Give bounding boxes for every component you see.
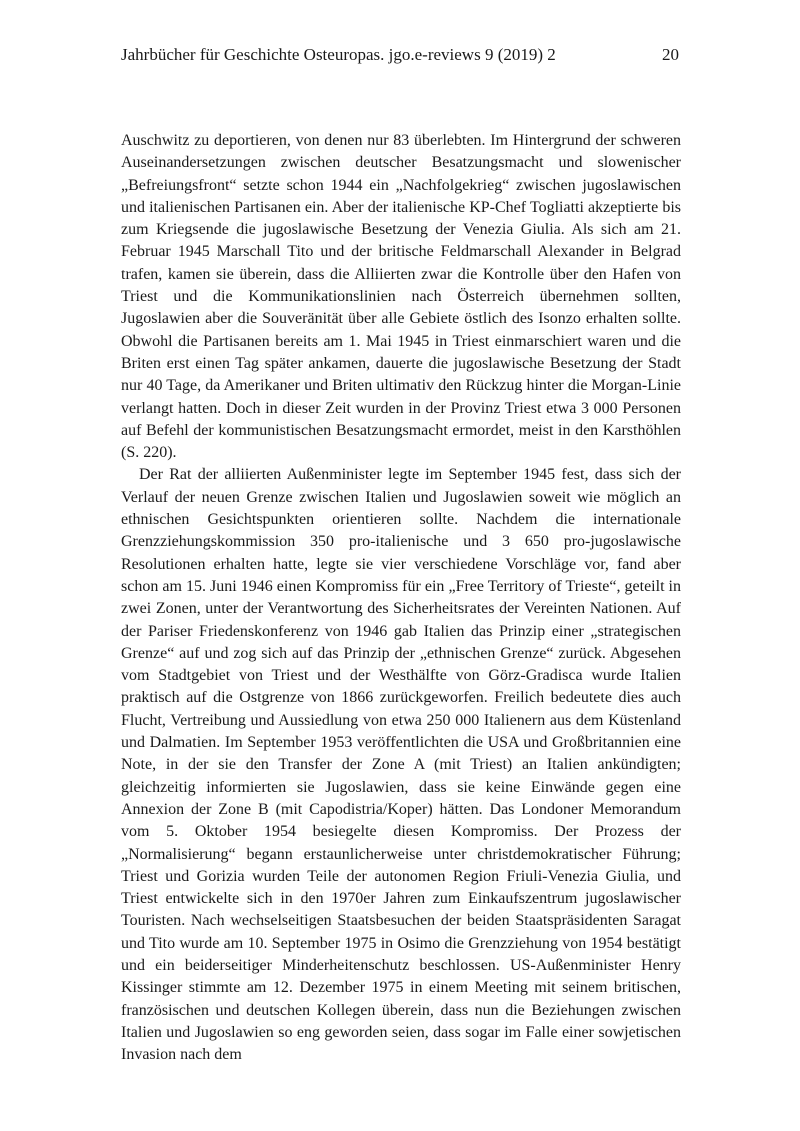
journal-title: Jahrbücher für Geschichte Osteuropas. jgo.e-reviews 9 (2019) 2 xyxy=(121,45,556,64)
paragraph: Der Rat der alliierten Außenminister legte im September 1945 fest, dass sich der Verlauf der neuen Grenze zwischen Italien und Jugoslawien soweit wie möglich an ethnischen Gesichtspunkten orientieren sollte. Nachdem die internationale Grenzziehungskommission 350 pro-italienische und 3 650 pro-jugoslawische Resolutionen erhalten hatte, legte sie vier verschiedene Vorschläge vor, fand aber schon am 15. Juni 1946 einen Kompromiss für ein „Free Territory of Trieste“, geteilt in zwei Zonen, unter der Verantwortung des Sicherheitsrates der Vereinten Nationen. Auf der Pariser Friedenskonferenz von 1946 gab Italien das Prinzip einer „strategischen Grenze“ auf und zog sich auf das Prinzip der „ethnischen Grenze“ zurück. Abgesehen vom Stadtgebiet von Triest und der Westhälfte von Görz-Gradisca wurde Italien praktisch auf die Ostgrenze von 1866 zurückgeworfen. Freilich bedeutete dies auch Flucht, Vertreibung und Aussiedlung von etwa 250 000 Italienern aus dem Küstenland und Dalmatien. Im September 1953 veröffentlichten die USA und Großbritannien eine Note, in der sie den Transfer der Zone A (mit Triest) an Italien ankündigten; gleichzeitig informierten sie Jugoslawien, dass sie keine Einwände gegen eine Annexion der Zone B (mit Capodistria/Koper) hätten. Das Londoner Memorandum vom 5. Oktober 1954 besiegelte diesen Kompromiss. Der Prozess der „Normalisierung“ begann erstaunlicherweise unter christdemokratischer Führung; Triest und Gorizia wurden Teile der autonomen Region Friuli-Venezia Giulia, und Triest entwickelte sich in den 1970er Jahren zum Einkaufszentrum jugoslawischer Touristen. Nach wechselseitigen Staatsbesuchen der beiden Staatspräsidenten Saragat und Tito wurde am 10. September 1975 in Osimo die Grenzziehung von 1954 bestätigt und ein beiderseitiger Minderheitenschutz beschlossen. US-Außenminister Henry Kissinger stimmte am 12. Dezember 1975 in einem Meeting mit seinem britischen, französischen und deutschen Kollegen überein, dass nun die Beziehungen zwischen Italien und Jugoslawien so eng geworden seien, dass sogar im Falle einer sowjetischen Invasion nach dem xyxy=(121,466,681,1064)
running-header xyxy=(121,44,683,66)
paragraph: Auschwitz zu deportieren, von denen nur 83 überlebten. Im Hintergrund der schweren Auseinandersetzungen zwischen deutscher Besatzungsmacht und slowenischer „Befreiungsfront“ setzte schon 1944 ein „Nachfolgekrieg“ zwischen jugoslawischen und italienischen Partisanen ein. Aber der italienische KP-Chef Togliatti akzeptierte bis zum Kriegsende die jugoslawische Besetzung der Venezia Giulia. Als sich am 21. Februar 1945 Marschall Tito und der britische Feldmarschall Alexander in Belgrad trafen, kamen sie überein, dass die Alliierten zwar die Kontrolle über den Hafen von Triest und die Kommunikationslinien nach Österreich übernehmen sollten, Jugoslawien aber die Souveränität über alle Gebiete östlich des Isonzo erhalten sollte. Obwohl die Partisanen bereits am 1. Mai 1945 in Triest einmarschiert waren und die Briten erst einen Tag später ankamen, dauerte die jugoslawische Besetzung der Stadt nur 40 Tage, da Amerikaner und Briten ultimativ den Rückzug hinter die Morgan-Linie verlangt hatten. Doch in dieser Zeit wurden in der Provinz Triest etwa 3 000 Personen auf Befehl der kommunistischen Besatzungsmacht ermordet, meist in den Karsthöhlen (S. 220). xyxy=(121,132,681,462)
page-number: 20 xyxy=(662,45,679,64)
body-text xyxy=(121,130,681,1066)
